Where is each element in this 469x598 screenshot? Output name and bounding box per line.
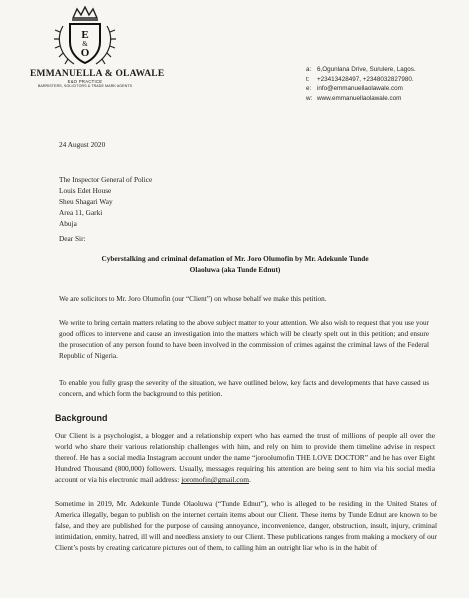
crest-emblem (50, 6, 120, 68)
subject-line (75, 253, 395, 275)
salutation: Dear Sir: (59, 234, 86, 243)
paragraph-client-profile (55, 430, 435, 485)
email-value: info@emmanuellaolawale.com (317, 85, 403, 93)
recipient-line: The Inspector General of Police (59, 175, 153, 184)
client-profile-end: . (249, 475, 251, 485)
email-key: e: (306, 85, 312, 93)
crest-letter-e: E (81, 29, 89, 41)
firm-sub: E&O PRACTICE (67, 79, 103, 84)
firm-name: EMMANUELLA & OLAWALE (30, 69, 165, 79)
contact-web (306, 94, 466, 104)
crest-letter-o: O (80, 47, 90, 59)
paragraph-intro: We are solicitors to Mr. Joro Olumofin (our “Client”) on whose behalf we make this petition. (59, 295, 327, 303)
background-heading: Background (55, 413, 108, 423)
firm-tagline: BARRISTERS, SOLICITORS & TRADE MARK AGENTS (37, 84, 133, 88)
contact-address (306, 65, 466, 75)
crest-ampersand: & (82, 40, 88, 48)
recipient-line: Louis Edet House (59, 186, 112, 196)
recipient-line: Area 11, Garki (59, 208, 103, 218)
client-email-link[interactable]: joromofin@gmail.com (181, 475, 249, 485)
web-key: w: (306, 95, 313, 103)
firm-logo (30, 6, 165, 89)
subject-line-1: Cyberstalking and criminal defamation of Mr. Joro Olumofin by Mr. Adekunle Tunde (101, 254, 369, 263)
recipient-line: Abuja (59, 219, 77, 229)
paragraph-allegations: Sometime in 2019, Mr. Adekunle Tunde Olaoluwa (“Tunde Ednut”), who is alleged to be residing in the United States of America illegally, began to publish on the internet certain items about our Client. These items by Tunde Ednut are known to be false, and they are published for the purpose of causing annoyance, inconvenience, danger, obstruction, insult, injury, criminal intimidation, enmity, hatred, ill will and needless anxiety to our Client. These publications ranges from making a mockery of our Client’s posts by creating caricature pictures out of them, to calling him an outright liar who is in the habit of (55, 499, 437, 553)
recipient-address (59, 174, 152, 229)
client-profile-text: Our Client is a psychologist, a blogger and a relationship expert who has earned the trust of millions of people all over the world who share their various relationship challenges with him, and rely on him to provide them timeline advise in respect thereof. He has a social media Instagram account under the name “joroolumofin THE LOVE DOCTOR” and he has over Eight Hundred Thousand (800,000) followers. Usually, messages requiring his attention are being sent to him via his social media account or via his electronic mail address: (55, 431, 435, 485)
contact-block (306, 65, 466, 104)
contact-phone (306, 75, 466, 85)
paragraph-request: We write to bring certain matters relating to the above subject matter to your attention. We also wish to request that you use your good offices to intervene and cause an investigation into the matters which will be clearly spelt out in this petition; and ensure the prosecution of any person found to have been involved in the commission of crimes against the criminal laws of the Federal Republic of Nigeria. (59, 319, 429, 361)
web-value: www.emmanuellaolawale.com (317, 95, 402, 103)
address-key: a: (306, 66, 312, 73)
subject-line-2: Olaoluwa (aka Tunde Ednut) (189, 265, 281, 274)
recipient-line: Sheu Shagari Way (59, 197, 113, 207)
phone-key: t: (306, 75, 310, 83)
paragraph-outline: To enable you fully grasp the severity of the situation, we have outlined below, key facts and developments that have caused us concern, and which form the background to this petition. (59, 379, 429, 399)
phone-value: +23413428497, +2348032827980. (317, 75, 414, 83)
letter-date: 24 August 2020 (59, 140, 106, 149)
address-value: 6,Ogunlana Drive, Surulere, Lagos. (317, 66, 416, 73)
contact-email (306, 84, 466, 94)
